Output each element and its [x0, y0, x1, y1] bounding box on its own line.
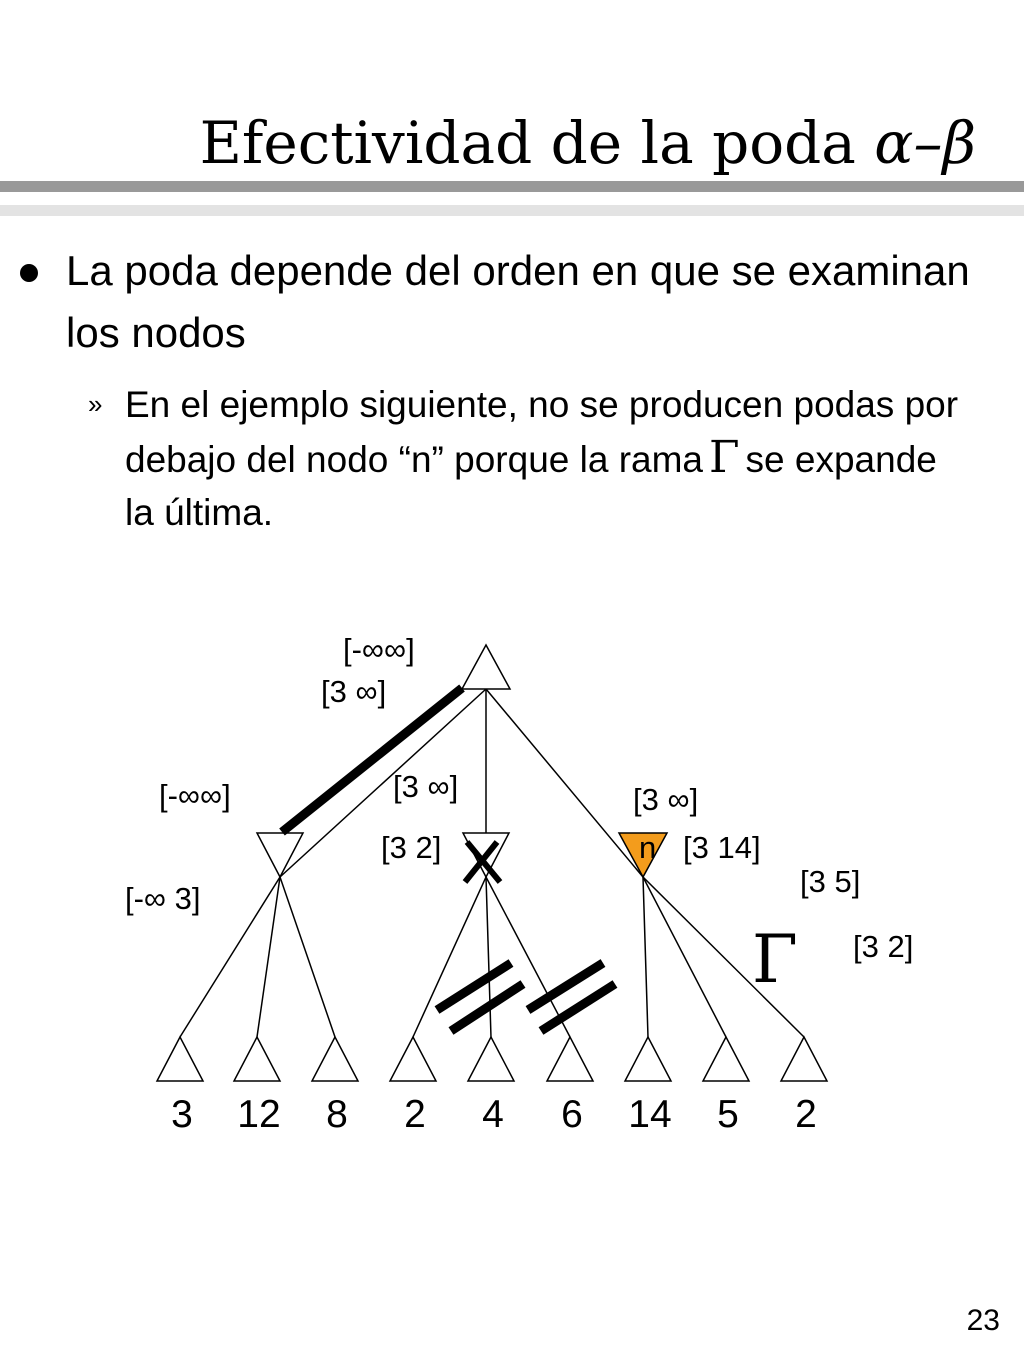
tree-edge	[643, 877, 648, 1037]
min-node-1	[257, 833, 303, 877]
gamma-branch-symbol: Γ	[752, 921, 798, 998]
sub-bullet-text-end: se expande la última.	[125, 439, 937, 533]
tree-edge	[486, 877, 570, 1037]
tree-edge	[486, 689, 643, 877]
leaf-value: 8	[326, 1093, 348, 1136]
leaf-node	[703, 1037, 749, 1081]
bullet-text: La poda depende del orden en que se examinan los nodos	[66, 247, 970, 356]
interval-label: [3 14]	[683, 830, 761, 865]
leaf-node	[390, 1037, 436, 1081]
sub-bullet-marker: »	[88, 389, 103, 419]
title-symbol: α–β	[874, 109, 976, 177]
interval-label: [3 ∞]	[321, 674, 387, 709]
leaf-node	[312, 1037, 358, 1081]
leaf-node	[234, 1037, 280, 1081]
leaf-value: 2	[795, 1093, 817, 1136]
interval-label: [3 ∞]	[393, 769, 459, 804]
interval-label: [-∞ 3]	[125, 881, 201, 916]
interval-label: [3 5]	[800, 864, 861, 899]
page-number: 23	[966, 1304, 1000, 1337]
sub-bullet-text-start: En el ejemplo siguiente, no se producen podas por debajo del nodo “n” porque la rama	[125, 384, 959, 480]
tree-edge	[643, 877, 726, 1037]
interval-label: [-∞∞]	[159, 778, 231, 813]
tree-edge	[257, 877, 280, 1037]
interval-label: [3 2]	[381, 830, 442, 865]
leaf-value: 6	[561, 1093, 583, 1136]
interval-label: [3 ∞]	[633, 782, 699, 817]
interval-label: [3 2]	[853, 929, 914, 964]
leaf-node	[547, 1037, 593, 1081]
max-node-root	[462, 645, 510, 689]
leaf-value: 14	[628, 1093, 672, 1136]
node-n-label: n	[639, 830, 657, 865]
interval-label: [-∞∞]	[343, 632, 415, 667]
gamma-symbol: Γ	[709, 432, 740, 483]
tree-edge	[280, 877, 335, 1037]
leaf-value: 2	[404, 1093, 426, 1136]
title-text: Efectividad de la poda	[199, 109, 856, 177]
leaf-node	[157, 1037, 203, 1081]
leaf-value: 3	[171, 1093, 193, 1136]
leaf-node	[625, 1037, 671, 1081]
leaf-value: 4	[482, 1093, 504, 1136]
leaf-node	[468, 1037, 514, 1081]
leaf-value: 5	[717, 1093, 739, 1136]
leaf-value: 12	[237, 1093, 281, 1136]
leaf-node	[781, 1037, 827, 1081]
pruned-branch-bar	[282, 688, 462, 832]
